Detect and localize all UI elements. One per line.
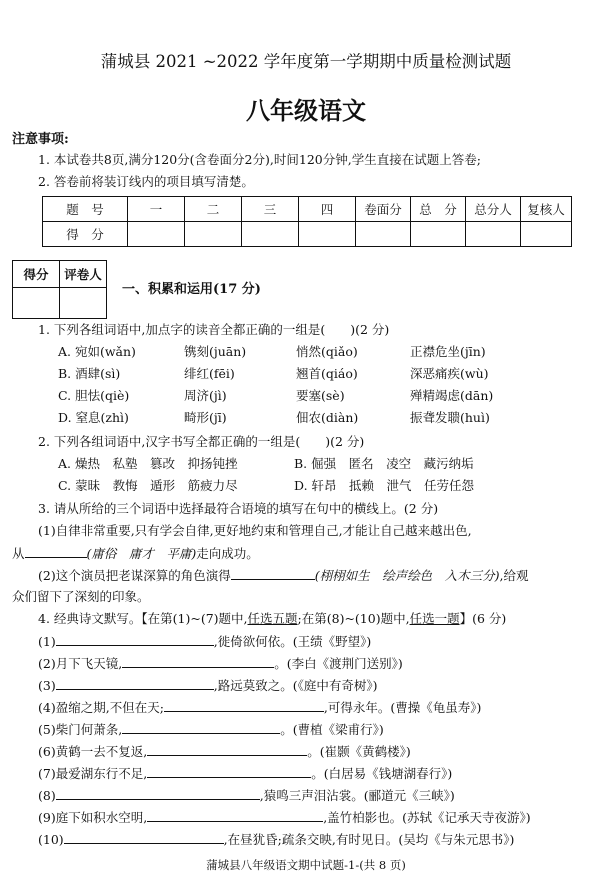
grader-name-label: 评卷人 [60,261,107,288]
score-cell[interactable] [356,222,411,247]
poem-num: (7) [38,766,56,781]
poem-num: (10) [38,832,64,847]
score-table-header: 卷面分 [356,197,411,222]
score-cell[interactable] [411,222,466,247]
q1-options [58,344,598,432]
poem-line-9 [38,809,531,826]
score-table-header: 总分人 [466,197,521,222]
poem-post: 。(李白《渡荆门送别》) [274,656,403,671]
poem-pre: 最爱湖东行不足, [55,766,148,781]
poem-blank[interactable] [56,633,214,646]
score-cell[interactable] [242,222,299,247]
q3-p1-pre: 从 [12,546,25,561]
poem-line-3 [38,677,377,694]
score-table-header: 总 分 [411,197,466,222]
q2-stem: 2. 下列各组词语中,汉字书写全都正确的一组是( )(2 分) [38,434,365,449]
notes-item: 2. 答卷前将装订线内的项目填写清楚。 [38,174,254,189]
poem-num: (2) [38,656,56,671]
q3-p1-line2 [12,545,259,562]
q1-option: 振聋发聩(huì) [410,410,490,425]
score-table-header: 三 [242,197,299,222]
poem-post: ,在昼犹昏;疏条交映,有时见日。(吴均《与朱元思书》) [223,832,515,847]
poem-blank[interactable] [56,677,214,690]
poem-num: (4) [38,700,56,715]
q1-option: 悄然(qiǎo) [296,344,358,359]
q2-option: C. 蒙昧 教悔 遁形 筋疲力尽 [58,478,238,493]
q4-stem [38,611,506,627]
q1-option: 佃农(diàn) [296,410,359,425]
q1-option: 翘首(qiáo) [296,366,358,381]
score-cell[interactable] [128,222,185,247]
score-table-header: 复核人 [521,197,572,222]
poem-num: (1) [38,634,56,649]
poem-post: ,猿鸣三声泪沾裳。(郦道元《三峡》) [259,788,455,803]
grader-table [12,260,107,319]
poem-line-2 [38,655,403,672]
q3-p2-options: (栩栩如生 绘声绘色 入木三分) [314,568,500,583]
poem-pre: 柴门何萧条, [55,722,123,737]
q4-stem-choose1: 任选一题 [409,611,460,626]
poem-line-1 [38,633,371,650]
score-table-header: 题 号 [43,197,128,222]
poem-line-8 [38,787,455,804]
poem-pre: 月下飞天镜, [55,656,123,671]
q1-option: 镌刻(juān) [184,344,247,359]
poem-blank[interactable] [56,787,260,800]
poem-post: 。(崔颢《黄鹤楼》) [307,744,411,759]
q3-p1-post: 走向成功。 [196,546,259,561]
poem-blank[interactable] [147,743,307,756]
subject-title: 八年级语文 [246,96,366,125]
poem-num: (3) [38,678,56,693]
poem-line-4 [38,699,481,716]
q1-option: B. 酒肆(sì) [58,366,121,381]
q3-p2-line1 [38,567,528,584]
poem-post: 。(白居易《钱塘湖春行》) [311,766,453,781]
score-cell[interactable] [185,222,242,247]
poem-blank[interactable] [147,809,323,822]
score-row-label: 得 分 [43,222,128,247]
grader-score-cell[interactable] [13,288,60,319]
poem-line-10 [38,831,514,848]
poem-num: (8) [38,788,56,803]
q4-stem-a: 4. 经典诗文默写。【在第(1)~(7)题中, [38,611,248,626]
poem-blank[interactable] [122,721,280,734]
poem-blank[interactable] [122,655,274,668]
poem-pre: 黄鹤一去不复返, [55,744,148,759]
poem-pre: 盈缩之期,不但在天; [55,700,164,715]
q4-stem-b: ;在第(8)~(10)题中, [297,611,410,626]
q1-option: C. 胆怯(qiè) [58,388,130,403]
q3-p1-line1: (1)自律非常重要,只有学会自律,更好地约束和管理自己,才能让自己越来越出色, [38,523,472,538]
q3-p1-options: (庸俗 庸才 平庸) [86,546,197,561]
q1-option: 要塞(sè) [296,388,345,403]
score-table [42,196,572,247]
q3-p2-pre: (2)这个演员把老谋深算的角色演得 [38,568,231,583]
q4-stem-c: 】(6 分) [459,611,507,626]
exam-title: 蒲城县 2021 ~2022 学年度第一学期期中质量检测试题 [100,52,512,71]
poem-line-7 [38,765,452,782]
poem-post: ,路远莫致之。(《庭中有奇树》) [213,678,378,693]
page-footer: 蒲城县八年级语文期中试题-1-(共 8 页) [206,858,406,872]
poem-post: ,徙倚欲何依。(王绩《野望》) [213,634,372,649]
section-title: 一、积累和运用(17 分) [122,282,261,297]
q1-option: 深恶痛疾(wù) [410,366,489,381]
score-cell[interactable] [466,222,521,247]
notes-item: 1. 本试卷共8页,满分120分(含卷面分2分),时间120分钟,学生直接在试题上答卷; [38,152,481,167]
poem-line-5 [38,721,384,738]
poem-post: 。(曹植《梁甫行》) [280,722,384,737]
q1-option: 畸形(jī) [184,410,227,425]
q2-options [58,456,598,496]
poem-line-6 [38,743,411,760]
q2-option: D. 轩昂 抵赖 泄气 任劳任怨 [294,478,475,493]
q3-stem: 3. 请从所给的三个词语中选择最符合语境的填写在句中的横线上。(2 分) [38,501,439,516]
poem-blank[interactable] [64,831,224,844]
q1-option: A. 宛如(wǎn) [58,344,136,359]
q3-p2-post: ,给观 [499,568,529,583]
poem-blank[interactable] [164,699,324,712]
poem-num: (6) [38,744,56,759]
poem-post: ,盖竹柏影也。(苏轼《记承天寺夜游》) [323,810,531,825]
q1-stem: 1. 下列各组词语中,加点字的读音全都正确的一组是( )(2 分) [38,322,390,337]
poem-num: (5) [38,722,56,737]
q1-option: 周济(jì) [184,388,227,403]
q1-option: D. 窒息(zhì) [58,410,129,425]
q2-option: A. 燥热 私塾 篡改 抑扬钝挫 [58,456,238,471]
grader-name-cell[interactable] [60,288,107,319]
q1-option: 殚精竭虑(dān) [410,388,494,403]
grader-score-label: 得分 [13,261,60,288]
poem-post: ,可得永年。(曹操《龟虽寿》) [323,700,482,715]
q3-p1-blank[interactable] [25,545,87,558]
score-table-header: 四 [299,197,356,222]
q3-p2-blank[interactable] [231,567,315,580]
poem-num: (9) [38,810,56,825]
score-table-header: 一 [128,197,185,222]
score-cell[interactable] [299,222,356,247]
q1-option: 正襟危坐(jīn) [410,344,486,359]
score-table-header: 二 [185,197,242,222]
q2-option: B. 倔强 匿名 凌空 藏污纳垢 [294,456,474,471]
score-cell[interactable] [521,222,572,247]
poem-blank[interactable] [147,765,311,778]
q1-option: 绯红(fēi) [184,366,235,381]
q3-p2-line2: 众们留下了深刻的印象。 [12,589,150,604]
poem-pre: 庭下如积水空明, [55,810,148,825]
notes-heading: 注意事项: [12,132,69,147]
q4-stem-choose5: 任选五题 [247,611,298,626]
